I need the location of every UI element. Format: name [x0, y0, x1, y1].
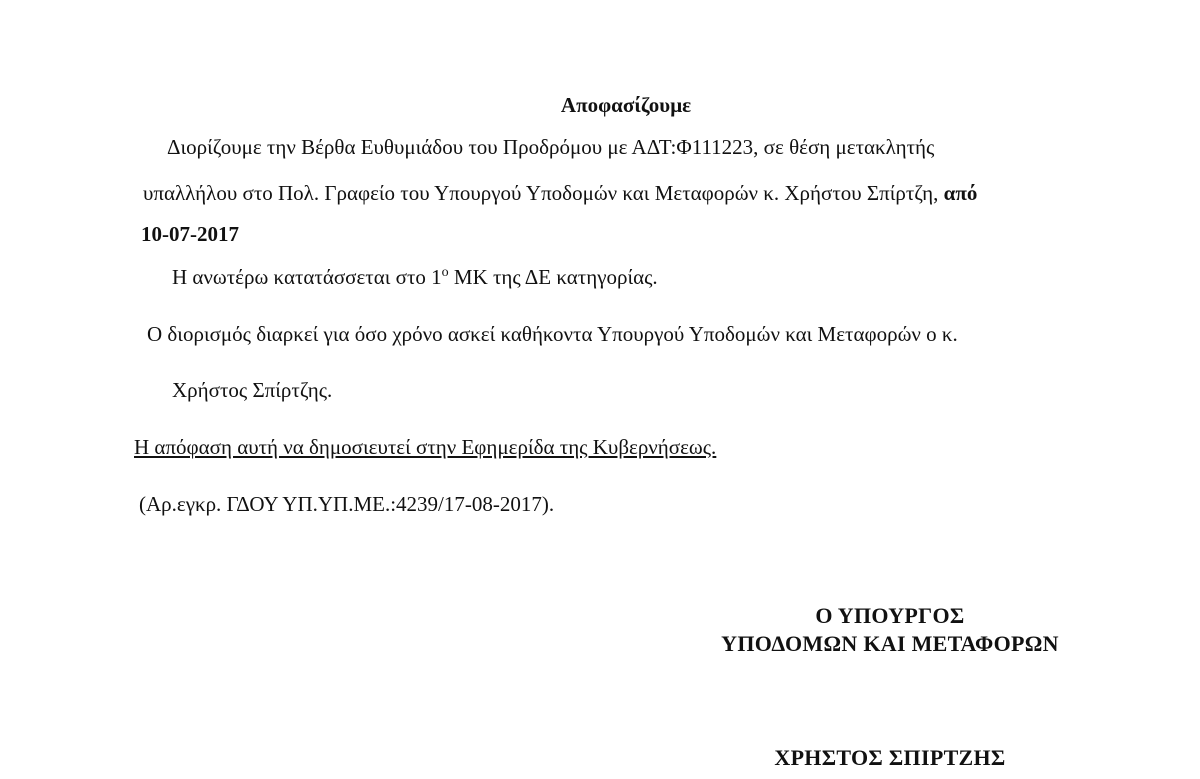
- appointment-start-date: 10-07-2017: [141, 222, 239, 246]
- paragraph-duration-line-1: Ο διορισμός διαρκεί για όσο χρόνο ασκεί καθήκοντα Υπουργού Υποδομών και Μεταφορών ο κ.: [147, 322, 958, 346]
- approval-reference: (Αρ.εγκρ. ΓΔΟΥ ΥΠ.ΥΠ.ΜΕ.:4239/17-08-2017).: [139, 492, 555, 516]
- classification-superscript: ο: [441, 265, 449, 280]
- appointment-from-label: από: [943, 181, 978, 205]
- paragraph-classification: [172, 264, 658, 290]
- decision-heading: Αποφασίζουμε: [560, 93, 692, 117]
- classification-after: ΜΚ της ΔΕ κατηγορίας.: [448, 265, 658, 289]
- signature-name: ΧΡΗΣΤΟΣ ΣΠΙΡΤΖΗΣ: [774, 745, 1006, 770]
- signature-title-line-1: Ο ΥΠΟΥΡΓΟΣ: [815, 603, 965, 628]
- publication-order: Η απόφαση αυτή να δημοσιευτεί στην Εφημερίδα της Κυβερνήσεως.: [134, 435, 717, 459]
- paragraph-duration-line-2: Χρήστος Σπίρτζης.: [172, 378, 333, 402]
- classification-before: Η ανωτέρω κατατάσσεται στο 1: [172, 265, 442, 289]
- paragraph-appointment-line-1: Διορίζουμε την Βέρθα Ευθυμιάδου του Προδρόμου με ΑΔΤ:Φ111223, σε θέση μετακλητής: [167, 135, 935, 159]
- signature-title-line-2: ΥΠΟΔΟΜΩΝ ΚΑΙ ΜΕΤΑΦΟΡΩΝ: [721, 631, 1059, 656]
- paragraph-appointment-line-2: [143, 180, 977, 206]
- appointment-office-text: υπαλλήλου στο Πολ. Γραφείο του Υπουργού Υποδομών και Μεταφορών κ. Χρήστου Σπίρτζη,: [143, 181, 939, 205]
